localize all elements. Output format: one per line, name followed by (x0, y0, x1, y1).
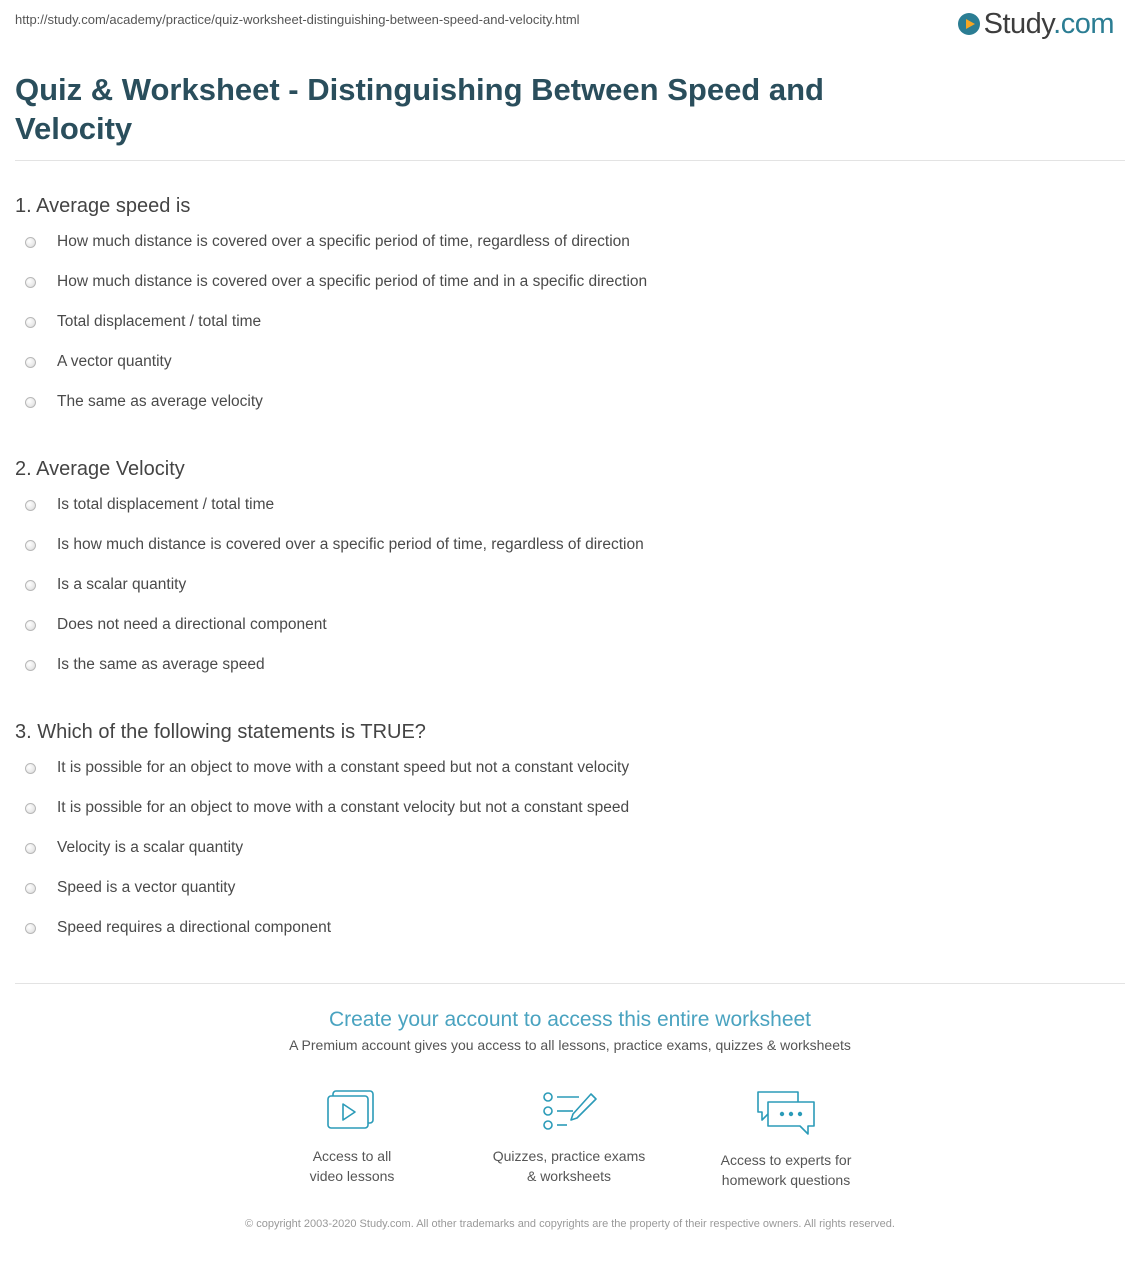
radio-button-icon[interactable] (25, 277, 36, 288)
radio-button-icon[interactable] (25, 883, 36, 894)
radio-button-icon[interactable] (25, 763, 36, 774)
radio-button-icon[interactable] (25, 843, 36, 854)
answer-options (15, 222, 1125, 422)
option-label: Velocity is a scalar quantity (57, 839, 244, 856)
feature-label: Access to all video lessons (309, 1148, 395, 1184)
answer-option[interactable] (15, 605, 1125, 645)
answer-option[interactable] (15, 382, 1125, 422)
question-title: 2. Average Velocity (15, 458, 185, 480)
answer-option[interactable] (15, 828, 1125, 868)
quiz-checklist-icon (539, 1088, 599, 1136)
study-logo[interactable] (958, 6, 1114, 42)
question-3 (15, 716, 1125, 948)
chat-bubbles-icon (754, 1088, 818, 1140)
answer-option[interactable] (15, 565, 1125, 605)
answer-option[interactable] (15, 748, 1125, 788)
question-list (15, 190, 1125, 979)
feature-experts (686, 1088, 886, 1190)
option-label: Speed requires a directional component (57, 919, 332, 936)
answer-option[interactable] (15, 262, 1125, 302)
option-label: A vector quantity (57, 353, 172, 370)
cta-divider (15, 983, 1125, 984)
answer-option[interactable] (15, 645, 1125, 685)
page-title: Quiz & Worksheet - Distinguishing Between Speed and Velocity (15, 72, 824, 146)
answer-option[interactable] (15, 788, 1125, 828)
question-2 (15, 453, 1125, 685)
option-label: Is the same as average speed (57, 656, 265, 673)
option-label: Is how much distance is covered over a specific period of time, regardless of direction (57, 536, 644, 553)
answer-option[interactable] (15, 485, 1125, 525)
feature-video-lessons (252, 1088, 452, 1186)
radio-button-icon[interactable] (25, 620, 36, 631)
radio-button-icon[interactable] (25, 803, 36, 814)
option-label: Speed is a vector quantity (57, 879, 236, 896)
answer-option[interactable] (15, 908, 1125, 948)
create-account-link[interactable]: Create your account to access this entire worksheet (328, 1008, 812, 1031)
radio-button-icon[interactable] (25, 397, 36, 408)
option-label: Total displacement / total time (57, 313, 262, 330)
premium-cta (0, 1000, 1140, 1053)
option-label: Is a scalar quantity (57, 576, 187, 593)
question-1 (15, 190, 1125, 422)
answer-options (15, 748, 1125, 948)
cta-subtitle: A Premium account gives you access to all lessons, practice exams, quizzes & worksheets (289, 1037, 851, 1053)
feature-label: Quizzes, practice exams & worksheets (492, 1148, 646, 1184)
option-label: Is total displacement / total time (57, 496, 275, 513)
question-title: 1. Average speed is (15, 195, 191, 217)
answer-options (15, 485, 1125, 685)
answer-option[interactable] (15, 302, 1125, 342)
radio-button-icon[interactable] (25, 660, 36, 671)
option-label: It is possible for an object to move with a constant speed but not a constant velocity (57, 759, 630, 776)
option-label: How much distance is covered over a specific period of time and in a specific direction (57, 273, 648, 290)
title-divider (15, 160, 1125, 161)
answer-option[interactable] (15, 868, 1125, 908)
radio-button-icon[interactable] (25, 580, 36, 591)
video-lessons-icon (325, 1088, 379, 1136)
answer-option[interactable] (15, 342, 1125, 382)
feature-label: Access to experts for homework questions (720, 1152, 852, 1188)
answer-option[interactable] (15, 525, 1125, 565)
logo-text: Study.com (983, 7, 1114, 40)
play-logo-icon (958, 13, 980, 35)
radio-button-icon[interactable] (25, 317, 36, 328)
top-bar (0, 0, 1140, 50)
radio-button-icon[interactable] (25, 923, 36, 934)
feature-quizzes (469, 1088, 669, 1186)
question-title: 3. Which of the following statements is TRUE? (15, 721, 426, 743)
option-label: How much distance is covered over a specific period of time, regardless of direction (57, 233, 630, 250)
radio-button-icon[interactable] (25, 500, 36, 511)
option-label: It is possible for an object to move with a constant velocity but not a constant speed (57, 799, 630, 816)
copyright-footer: © copyright 2003-2020 Study.com. All other trademarks and copyrights are the property of their respective owners. All rights reserved. (245, 1218, 895, 1230)
radio-button-icon[interactable] (25, 237, 36, 248)
option-label: Does not need a directional component (57, 616, 327, 633)
option-label: The same as average velocity (57, 393, 263, 410)
page-url: http://study.com/academy/practice/quiz-worksheet-distinguishing-between-speed-and-velocity.html (15, 12, 580, 27)
radio-button-icon[interactable] (25, 540, 36, 551)
radio-button-icon[interactable] (25, 357, 36, 368)
answer-option[interactable] (15, 222, 1125, 262)
